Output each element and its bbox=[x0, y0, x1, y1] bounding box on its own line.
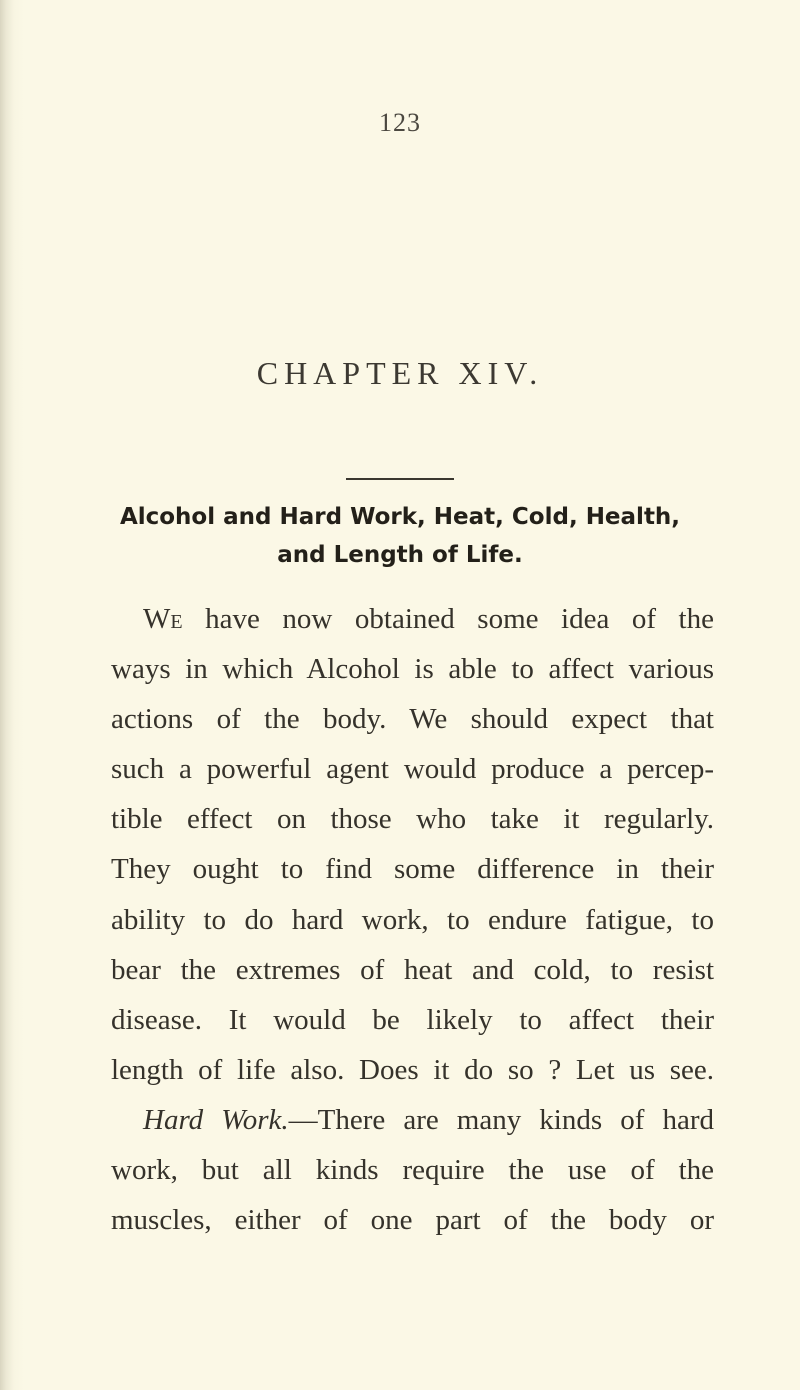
text-line bbox=[111, 594, 714, 644]
text-line: tible effect on those who take it regularly. bbox=[111, 803, 714, 836]
text-line: They ought to find some difference in their bbox=[111, 853, 714, 886]
text-line-content: have now obtained some idea of the bbox=[182, 603, 714, 635]
text-line: length of life also. Does it do so ? Let us see. bbox=[111, 1053, 714, 1086]
first-word: We bbox=[143, 603, 183, 635]
chapter-heading-line-2: and Length of Life. bbox=[277, 542, 523, 568]
text-line: bear the extremes of heat and cold, to resist bbox=[111, 953, 714, 986]
page-number: 123 bbox=[379, 108, 421, 137]
subsection-title: Hard Work. bbox=[143, 1103, 289, 1136]
chapter-heading-line-1: Alcohol and Hard Work, Heat, Cold, Health, bbox=[119, 504, 681, 530]
text-line: ways in which Alcohol is able to affect various bbox=[111, 653, 714, 686]
text-line: actions of the body. We should expect that bbox=[111, 703, 714, 736]
body-paragraph bbox=[111, 594, 714, 1245]
text-line bbox=[111, 1095, 714, 1145]
text-line: disease. It would be likely to affect their bbox=[111, 1003, 714, 1036]
text-line: such a powerful agent would produce a percep- bbox=[111, 753, 714, 786]
text-line: ability to do hard work, to endure fatigue, to bbox=[111, 903, 714, 936]
chapter-title: CHAPTER XIV. bbox=[256, 355, 544, 391]
text-line: work, but all kinds require the use of the bbox=[111, 1154, 714, 1187]
text-line-content: —There are many kinds of hard bbox=[288, 1103, 714, 1136]
chapter-heading bbox=[60, 498, 740, 574]
section-divider bbox=[346, 478, 454, 480]
text-line: muscles, either of one part of the body or bbox=[111, 1204, 714, 1237]
